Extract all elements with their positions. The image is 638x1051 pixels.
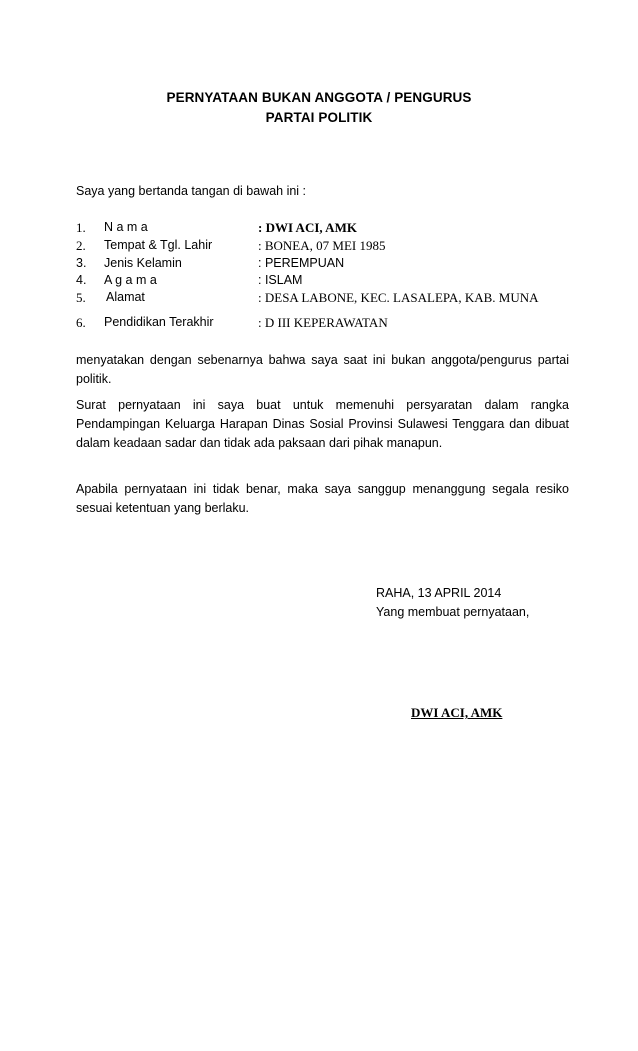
field-label: Alamat [106,290,145,304]
intro-text: Saya yang bertanda tangan di bawah ini : [76,184,307,198]
field-number: 4. [76,273,87,287]
field-label: Pendidikan Terakhir [104,315,214,329]
signer-name: DWI ACI, AMK [411,705,503,720]
field-number: 5. [76,290,86,305]
document-title-line-1: PERNYATAAN BUKAN ANGGOTA / PENGURUS [166,90,472,105]
document-title-line-2: PARTAI POLITIK [265,110,373,125]
field-number: 3. [76,256,87,270]
field-label: Jenis Kelamin [104,256,182,270]
field-number: 1. [76,220,86,235]
signature-caption: Yang membuat pernyataan, [376,605,530,619]
field-label: N a m a [104,220,148,234]
field-number: 6. [76,315,86,330]
field-value: : ISLAM [258,273,303,287]
field-value: : DWI ACI, AMK [258,220,357,235]
field-label: Tempat & Tgl. Lahir [104,238,213,252]
consequence-paragraph: Apabila pernyataan ini tidak benar, maka saya sanggup menanggung segala resiko sesuai ketentuan yang berlaku. [76,482,569,515]
field-value: : PEREMPUAN [258,256,345,270]
field-label: A g a m a [104,273,157,287]
place-date: RAHA, 13 APRIL 2014 [376,586,502,600]
purpose-paragraph: Surat pernyataan ini saya buat untuk memenuhi persyaratan dalam rangka Pendampingan Keluarga Harapan Dinas Sosial Provinsi Sulawesi Tenggara dan dibuat dalam keadaan sadar dan tidak ada paksaan dari pihak manapun. [76,398,569,450]
field-value: : BONEA, 07 MEI 1985 [258,238,386,253]
statement-paragraph: menyatakan dengan sebenarnya bahwa saya saat ini bukan anggota/pengurus partai politik. [76,353,569,386]
field-value: : DESA LABONE, KEC. LASALEPA, KAB. MUNA [258,290,539,305]
field-value: : D III KEPERAWATAN [258,315,388,330]
field-number: 2. [76,238,86,253]
